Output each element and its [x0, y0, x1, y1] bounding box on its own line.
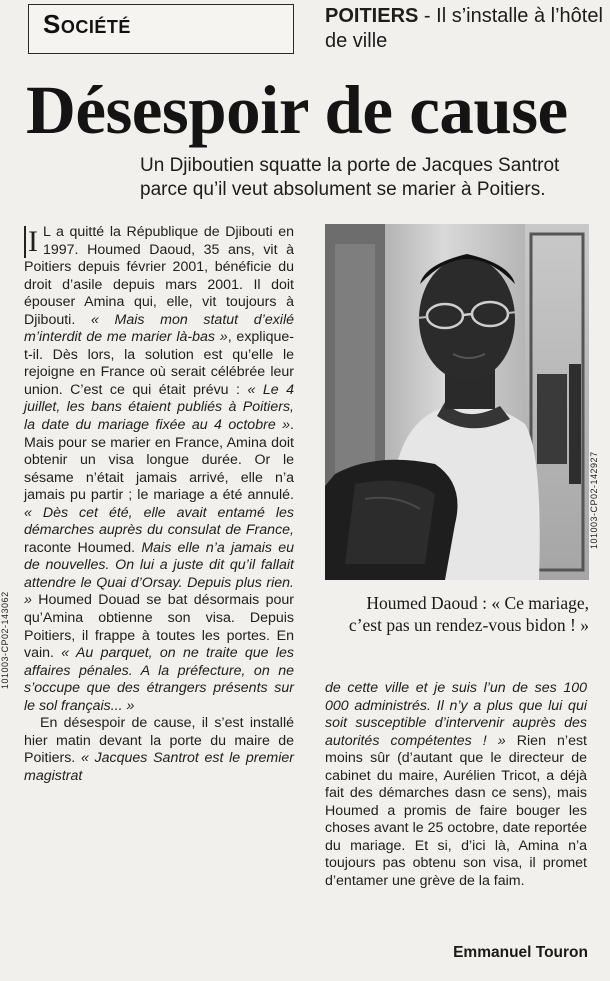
- quote-run: Mais elle n’a jamais eu de nouvelles. On lui a juste dit qu’il fallait attendre le Quai d’Orsay. Depuis plus rien. »: [24, 539, 294, 609]
- caption-name: Houmed Daoud: [366, 593, 478, 613]
- text-run: Rien n’est moins sûr (d’autant que le directeur de cabinet du maire, Aurélien Tricot, a déjà fait des démarches dasn ce sens), mais Houmed a promis de faire bouger les choses avant le 25 octobre, date reportée du mariage. Et si, d’ici là, Amina n’a toujours pas obtenu son visa, il promet d’entamer une grève de la faim.: [325, 732, 587, 890]
- rubric-box: [28, 4, 294, 54]
- photo-credit-code: 101003-CP02-142927: [589, 451, 599, 549]
- caption-quote: : « Ce mariage, c’est pas un rendez-vous bidon ! »: [348, 593, 589, 635]
- lead-paragraph: Un Djiboutien squatte la porte de Jacques Santrot parce qu’il veut absolument se marier à Poitiers.: [140, 155, 560, 200]
- quote-run: « Mais mon statut d’exilé m’interdit de me marier là-bas »: [24, 311, 294, 346]
- section-rubric: Société: [43, 9, 131, 39]
- kicker-text: - Il s’installe à l’hôtel de ville: [325, 5, 603, 52]
- article-column-1: [24, 224, 294, 786]
- quote-run: « Dès cet été, elle avait entamé les démarches auprès du consulat de France,: [24, 504, 294, 539]
- kicker-city: POITIERS: [325, 5, 419, 27]
- quote-run: « Le 4 juillet, les bans étaient publiés à Poitiers, la date du mariage fixée au 4 octobre »: [24, 381, 294, 434]
- text-run: En désespoir de cause, il s’est installé hier matin devant la porte du maire de Poitiers.: [24, 715, 294, 767]
- quote-run: « Jacques Santrot est le premier magistrat: [24, 750, 294, 784]
- kicker: [325, 4, 605, 54]
- byline: Emmanuel Touron: [453, 944, 588, 961]
- quote-run: « Au parquet, on ne traite que les affaires pénales. A la préfecture, on ne s’occupe que des étrangers présents sur le sol français... »: [24, 645, 294, 714]
- article-paragraph: [24, 715, 294, 785]
- text-run: . Mais pour se marier en France, Amina doit obtenir un visa longue durée. Or le sésame n’était jamais arrivé, elle n’a jamais pu partir ; le mariage a été annulé.: [24, 417, 294, 504]
- text-run: Houmed Douad se bat désormais pour qu’Amina obtienne son visa. Depuis Poitiers, il frappe à toutes les portes. En vain.: [24, 592, 294, 662]
- article-paragraph: [24, 224, 294, 715]
- photo-caption: [345, 592, 589, 636]
- portrait-image: [325, 224, 589, 580]
- text-run: , explique-t-il. Dès lors, la solution est qu’elle le rejoigne en France où serait célébrée leur union. C’est ce qui était prévu :: [24, 329, 295, 398]
- page-code: 101003-CP02-143062: [0, 591, 10, 689]
- text-run: L a quitté la République de Djibouti en 1997. Houmed Daoud, 35 ans, vit à Poitiers depuis février 2001, bénéficie du droit d’asile depuis mars 2001. Il doit épouser Amina qui, elle, vit toujours à Djibouti.: [24, 224, 294, 328]
- article-column-2: [325, 680, 587, 891]
- article-paragraph-continued: [325, 680, 587, 891]
- drop-cap: I: [24, 226, 38, 258]
- headline: Désespoir de cause: [26, 72, 568, 148]
- quote-run: de cette ville et je suis l’un de ses 100 000 administrés. Il n’y a plus que lui qui soit susceptible d’intervenir auprès des autorités compétentes ! »: [325, 680, 587, 749]
- portrait-photo: [325, 224, 589, 580]
- text-run: raconte Houmed.: [24, 539, 142, 556]
